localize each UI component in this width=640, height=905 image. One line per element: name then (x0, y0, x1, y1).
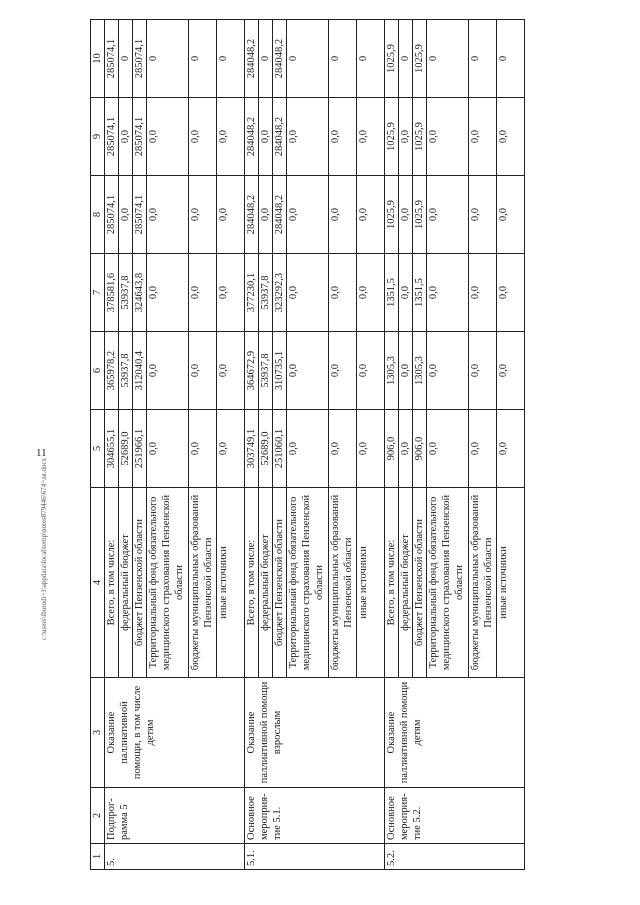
activity-name-cell: Оказание паллиативной помощи детям (385, 678, 525, 788)
value-cell: 1305,3 (385, 332, 399, 410)
value-cell: 53937,8 (119, 254, 133, 332)
value-cell: 312040,4 (133, 332, 147, 410)
value-cell: 0,0 (217, 98, 245, 176)
value-cell: 1025,9 (413, 20, 427, 98)
table-row (245, 20, 259, 870)
value-cell: 323292,3 (273, 254, 287, 332)
value-cell: 0,0 (357, 332, 385, 410)
funding-source-cell: Территориальный фонд обязательного медицинского страхования Пензенской области (287, 488, 329, 678)
value-cell: 377230,1 (245, 254, 259, 332)
value-cell: 251966,1 (133, 410, 147, 488)
value-cell: 1351,5 (385, 254, 399, 332)
value-cell: 0,0 (357, 98, 385, 176)
value-cell: 0,0 (119, 176, 133, 254)
table-row (385, 20, 399, 870)
value-cell: 53937,8 (119, 332, 133, 410)
value-cell: 303749,1 (245, 410, 259, 488)
value-cell: 0 (119, 20, 133, 98)
value-cell: 0,0 (469, 254, 497, 332)
value-cell: 906,0 (413, 410, 427, 488)
value-cell: 1305,3 (413, 332, 427, 410)
value-cell: 0,0 (217, 332, 245, 410)
value-cell: 1351,5 (413, 254, 427, 332)
value-cell: 0,0 (147, 332, 189, 410)
value-cell: 0,0 (189, 98, 217, 176)
value-cell: 285074,1 (133, 176, 147, 254)
header-cell: 8 (91, 176, 105, 254)
value-cell: 0,0 (399, 176, 413, 254)
value-cell: 0 (189, 20, 217, 98)
value-cell: 0,0 (189, 332, 217, 410)
value-cell: 0,0 (427, 332, 469, 410)
value-cell: 0,0 (329, 176, 357, 254)
value-cell: 53937,8 (259, 332, 273, 410)
value-cell: 0 (147, 20, 189, 98)
value-cell: 304655,1 (105, 410, 119, 488)
value-cell: 284048,2 (273, 176, 287, 254)
funding-source-cell: бюджет Пензенской области (273, 488, 287, 678)
header-cell: 5 (91, 410, 105, 488)
funding-source-cell: бюджеты муниципальных образований Пензенской области (329, 488, 357, 678)
value-cell: 251060,1 (273, 410, 287, 488)
value-cell: 0,0 (497, 332, 525, 410)
table-body (91, 20, 525, 870)
value-cell: 324643,8 (133, 254, 147, 332)
value-cell: 284048,2 (273, 98, 287, 176)
value-cell: 0,0 (329, 332, 357, 410)
value-cell: 0,0 (469, 98, 497, 176)
funding-source-cell: федеральный бюджет (259, 488, 273, 678)
value-cell: 0 (287, 20, 329, 98)
value-cell: 365978,2 (105, 332, 119, 410)
value-cell: 0,0 (259, 176, 273, 254)
value-cell: 0,0 (287, 176, 329, 254)
value-cell: 906,0 (385, 410, 399, 488)
value-cell: 0,0 (329, 98, 357, 176)
value-cell: 0 (497, 20, 525, 98)
value-cell: 0,0 (427, 176, 469, 254)
funding-source-cell: Всего, в том числе: (385, 488, 399, 678)
activity-name-cell: Оказание паллиативной помощи, в том числе детям (105, 678, 245, 788)
funding-source-cell: Территориальный фонд обязательного медицинского страхования Пензенской области (427, 488, 469, 678)
value-cell: 0 (399, 20, 413, 98)
page-number: 11 (36, 447, 47, 459)
value-cell: 0,0 (287, 254, 329, 332)
value-cell: 0 (469, 20, 497, 98)
value-cell: 0,0 (287, 410, 329, 488)
funding-source-cell: бюджеты муниципальных образований Пензенской области (189, 488, 217, 678)
funding-source-cell: бюджет Пензенской области (413, 488, 427, 678)
value-cell: 0,0 (329, 410, 357, 488)
value-cell: 0,0 (287, 332, 329, 410)
funding-source-cell: иные источники (497, 488, 525, 678)
value-cell: 1025,9 (385, 98, 399, 176)
value-cell: 0,0 (217, 254, 245, 332)
value-cell: 378581,6 (105, 254, 119, 332)
header-cell: 6 (91, 332, 105, 410)
funding-source-cell: Всего, в том числе: (105, 488, 119, 678)
value-cell: 0,0 (357, 410, 385, 488)
value-cell: 0,0 (399, 98, 413, 176)
header-cell: 4 (91, 488, 105, 678)
value-cell: 0,0 (189, 176, 217, 254)
value-cell: 285074,1 (105, 98, 119, 176)
value-cell: 310735,1 (273, 332, 287, 410)
value-cell: 0,0 (399, 332, 413, 410)
footer-file-path: c:\users\iborodi~1\appdata\local\temp\notes879446\674~ля.docx (40, 457, 48, 640)
value-cell: 0,0 (399, 254, 413, 332)
value-cell: 0,0 (287, 98, 329, 176)
activity-name-cell: Оказание паллиативной помощи взрослым (245, 678, 385, 788)
value-cell: 0,0 (497, 98, 525, 176)
value-cell: 285074,1 (133, 20, 147, 98)
value-cell: 0,0 (497, 254, 525, 332)
value-cell: 0,0 (119, 98, 133, 176)
program-cell: Подпрог- рамма 5 (105, 788, 245, 844)
header-cell: 2 (91, 788, 105, 844)
header-row (91, 20, 105, 870)
value-cell: 0 (357, 20, 385, 98)
section-number-cell: 5. (105, 844, 245, 870)
value-cell: 0,0 (427, 410, 469, 488)
section-number-cell: 5.2. (385, 844, 525, 870)
value-cell: 53937,8 (259, 254, 273, 332)
value-cell: 0,0 (357, 254, 385, 332)
table-row (105, 20, 119, 870)
value-cell: 0 (217, 20, 245, 98)
value-cell: 0,0 (217, 176, 245, 254)
value-cell: 0 (329, 20, 357, 98)
funding-source-cell: федеральный бюджет (399, 488, 413, 678)
value-cell: 0,0 (469, 332, 497, 410)
value-cell: 0,0 (329, 254, 357, 332)
value-cell: 0 (259, 20, 273, 98)
value-cell: 285074,1 (133, 98, 147, 176)
value-cell: 1025,9 (413, 98, 427, 176)
funding-source-cell: бюджет Пензенской области (133, 488, 147, 678)
value-cell: 1025,9 (413, 176, 427, 254)
header-cell: 1 (91, 844, 105, 870)
value-cell: 0,0 (497, 410, 525, 488)
funding-source-cell: Всего, в том числе: (245, 488, 259, 678)
value-cell: 52689,0 (259, 410, 273, 488)
value-cell: 0,0 (427, 98, 469, 176)
value-cell: 284048,2 (245, 20, 259, 98)
program-cell: Основное мероприя- тие 5.1. (245, 788, 385, 844)
section-number-cell: 5.1. (245, 844, 385, 870)
value-cell: 0,0 (147, 410, 189, 488)
value-cell: 0,0 (357, 176, 385, 254)
funding-source-cell: Территориальный фонд обязательного медицинского страхования Пензенской области (147, 488, 189, 678)
value-cell: 364672,9 (245, 332, 259, 410)
header-cell: 7 (91, 254, 105, 332)
value-cell: 285074,1 (105, 176, 119, 254)
header-cell: 3 (91, 678, 105, 788)
value-cell: 0,0 (147, 254, 189, 332)
value-cell: 0,0 (469, 410, 497, 488)
value-cell: 0,0 (189, 410, 217, 488)
value-cell: 0,0 (217, 410, 245, 488)
program-cell: Основное мероприя- тие 5.2. (385, 788, 525, 844)
value-cell: 0,0 (469, 176, 497, 254)
header-cell: 9 (91, 98, 105, 176)
value-cell: 0,0 (147, 98, 189, 176)
value-cell: 0,0 (497, 176, 525, 254)
value-cell: 285074,1 (105, 20, 119, 98)
value-cell: 284048,2 (273, 20, 287, 98)
funding-source-cell: иные источники (217, 488, 245, 678)
value-cell: 0,0 (189, 254, 217, 332)
rotated-table-container (90, 20, 630, 870)
value-cell: 284048,2 (245, 98, 259, 176)
financing-table (90, 19, 525, 870)
value-cell: 1025,9 (385, 176, 399, 254)
funding-source-cell: иные источники (357, 488, 385, 678)
value-cell: 1025,9 (385, 20, 399, 98)
value-cell: 0,0 (399, 410, 413, 488)
value-cell: 52689,0 (119, 410, 133, 488)
funding-source-cell: бюджеты муниципальных образований Пензенской области (469, 488, 497, 678)
value-cell: 0 (427, 20, 469, 98)
value-cell: 0,0 (427, 254, 469, 332)
header-cell: 10 (91, 20, 105, 98)
value-cell: 284048,2 (245, 176, 259, 254)
value-cell: 0,0 (147, 176, 189, 254)
value-cell: 0,0 (259, 98, 273, 176)
funding-source-cell: федеральный бюджет (119, 488, 133, 678)
